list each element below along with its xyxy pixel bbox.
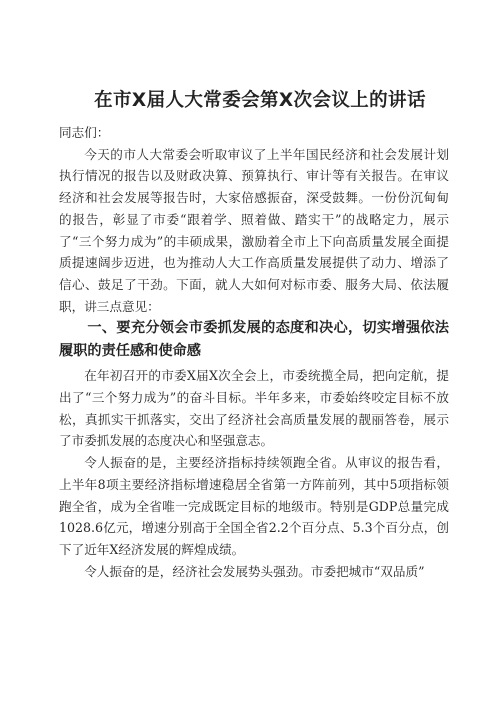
document-page bbox=[59, 88, 449, 582]
intro-paragraph: 今天的市人大常委会听取审议了上半年国民经济和社会发展计划执行情况的报告以及财政决算、预算执行、审计等有关报告。在审议经济和社会发展等报告时，大家倍感振奋，深受鼓舞。一份份沉甸甸的报告，彰显了市委“跟着学、照着做、踏实干”的战略定力，展示了“三个努力成为”的丰硕成果，激励着全市上下向高质量发展全面提质提速阔步迈进，也为推动人大工作高质量发展提供了动力、增添了信心、鼓足了干劲。下面，就人大如何对标市委、服务大局、依法履职，讲三点意见： bbox=[59, 146, 449, 314]
body-paragraph: 令人振奋的是，主要经济指标持续领跑全省。从审议的报告看，上半年8项主要经济指标增速稳居全省第一方阵前列，其中5项指标领跑全省，成为全省唯一完成既定目标的地级市。特别是GDP总量完成1028.6亿元，增速分别高于全国全省2.2个百分点、5.3个百分点，创下了近年X经济发展的辉煌成绩。 bbox=[59, 455, 449, 557]
body-paragraph: 令人振奋的是，经济社会发展势头强劲。市委把城市“双品质” bbox=[84, 563, 425, 579]
document-title: 在市X届人大常委会第X次会议上的讲话 bbox=[94, 90, 426, 111]
section-heading: 一、要充分领会市委抓发展的态度和决心，切实增强依法履职的责任感和使命感 bbox=[59, 320, 449, 360]
body-paragraph: 在年初召开的市委X届X次全会上，市委统揽全局，把向定航，提出了“三个努力成为”的奋斗目标。半年多来，市委始终咬定目标不放松，真抓实干抓落实，交出了经济社会高质量发展的靓丽答卷，展示了市委抓发展的态度决心和坚强意志。 bbox=[59, 368, 449, 449]
salutation: 同志们： bbox=[59, 125, 110, 140]
